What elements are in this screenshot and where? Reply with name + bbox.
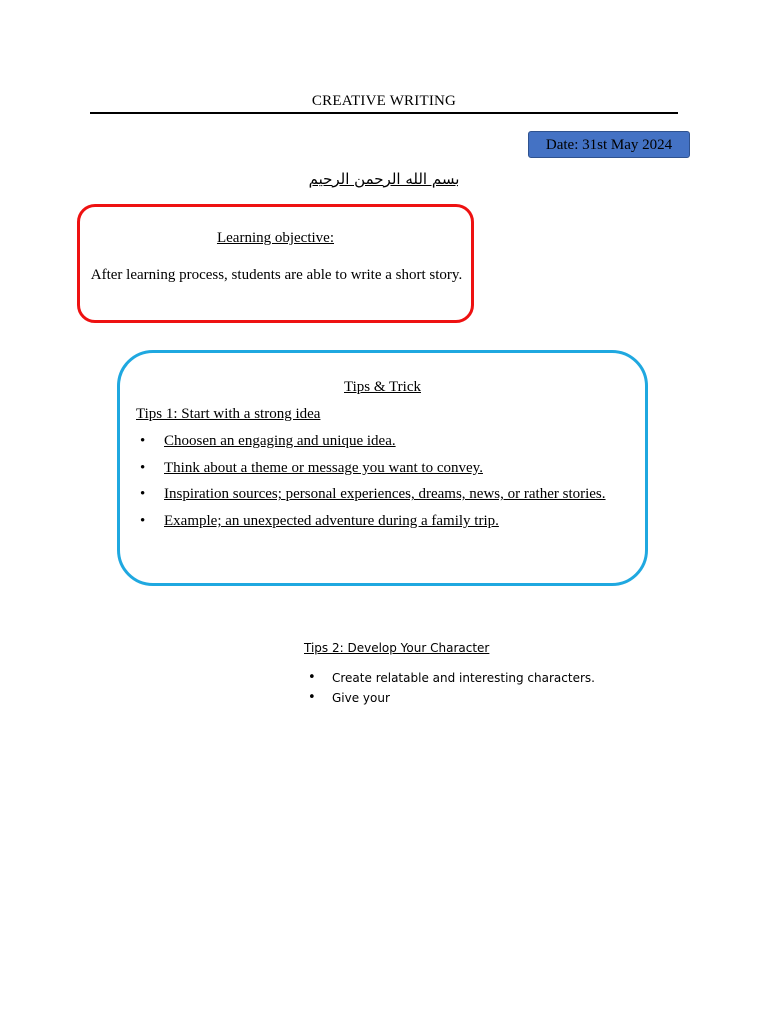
list-item [136,510,606,537]
bullet-icon: • [308,690,316,705]
tips-and-trick-heading: Tips & Trick [344,379,421,395]
bullet-text: Choosen an engaging and unique idea. [164,433,396,449]
title-underline-rule [90,112,678,114]
bullet-text: Example; an unexpected adventure during a family trip. [164,513,499,530]
list-item [136,430,606,457]
list-item [308,689,595,709]
bullet-icon: • [140,486,146,503]
bullet-icon: • [140,459,146,476]
bullet-icon: • [140,433,146,449]
learning-objective-box [77,204,474,323]
bullet-icon: • [308,670,316,685]
tip1-bullet-list [136,430,606,537]
learning-objective-heading: Learning objective: [216,230,335,246]
bismillah-text: بسم الله الرحمن الرحيم [308,170,460,188]
tip1-heading: Tips 1: Start with a strong idea [136,406,321,422]
tip2-bullet-list [308,669,595,709]
bullet-text: Give your [332,691,390,705]
tip2-heading: Tips 2: Develop Your Character [304,641,490,655]
document-title: CREATIVE WRITING [311,93,457,109]
list-item [136,483,606,510]
bullet-text: Think about a theme or message you want to convey. [164,459,483,476]
date-badge: Date: 31st May 2024 [528,131,690,158]
learning-objective-text: After learning process, students are able to write a short story. [90,267,463,283]
bullet-text: Inspiration sources; personal experiences, dreams, news, or rather stories. [164,486,606,503]
bullet-icon: • [140,513,146,530]
list-item [136,457,606,484]
list-item [308,669,595,689]
bullet-text: Create relatable and interesting characters. [332,671,595,685]
